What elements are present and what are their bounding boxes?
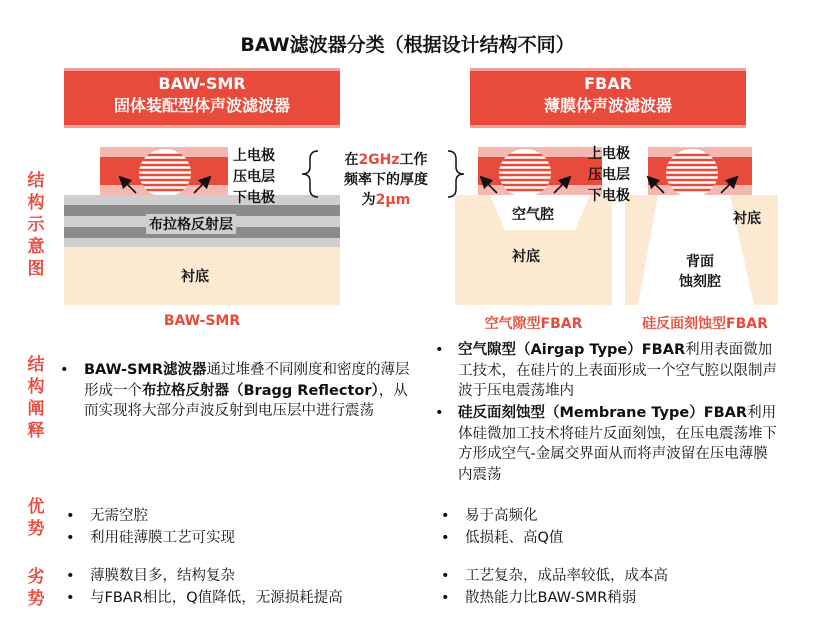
bullet-icon: • [66,568,75,584]
side-label-cons [25,566,47,610]
brace-left-icon [302,151,318,197]
fbar-label-mid: 压电层 [588,167,630,183]
side-char: 意 [27,237,45,257]
side-label-explain [25,354,47,442]
bullet-icon: • [435,405,444,421]
side-char: 构 [27,193,45,213]
membrane-caption: 硅反面刻蚀型FBAR [642,316,768,332]
thickness-frequency: 2GHz [358,152,400,168]
fbar-pro-item: 易于高频化 [465,508,538,524]
fbar-header-line1: FBAR [584,74,632,93]
fbar-con-item: 散热能力比BAW-SMR稍弱 [465,590,637,606]
bragg-label: 布拉格反射层 [146,214,236,234]
membrane-substrate-left [625,195,658,305]
thickness-text: 工作 [399,152,428,168]
side-char: 结 [27,355,45,375]
smr-explain-bold: 布拉格反射器（Bragg Reflector） [142,382,379,399]
bullet-icon: • [66,590,75,606]
airgap-caption: 空气隙型FBAR [484,316,583,332]
smr-con-item: 与FBAR相比，Q值降低，无源损耗提高 [90,590,343,606]
bullet-icon: • [441,590,450,606]
thickness-line3 [322,190,450,210]
smr-label-top: 上电极 [233,148,275,164]
thickness-line1 [322,150,450,170]
smr-label-mid: 压电层 [233,169,275,185]
smr-header-line1: BAW-SMR [158,74,246,93]
smr-pro-item: 无需空腔 [90,508,148,524]
side-char: 劣 [27,567,45,587]
side-char: 阐 [27,399,45,419]
thickness-text: 为 [361,192,376,208]
fbar-label-bot: 下电极 [588,188,630,204]
thickness-note [322,150,450,210]
fbar-explain-membrane [458,403,778,485]
smr-explain-span: ，从而实现将大部分声波反射到电压层中进行震荡 [84,382,408,419]
membrane-cavity-line1: 背面 [686,254,714,270]
thickness-value: 2μm [375,192,411,208]
bullet-icon: • [435,342,444,358]
thickness-text: 在 [344,152,359,168]
side-label-pros [25,496,47,540]
smr-con-item: 薄膜数目多，结构复杂 [90,568,235,584]
brace-right-icon [448,151,464,197]
side-char: 释 [27,421,45,441]
bullet-icon: • [441,508,450,524]
fbar-explain-bold: 空气隙型（Airgap Type）FBAR [458,342,686,358]
thickness-line2: 频率下的厚度 [344,172,428,188]
airgap-cavity-label: 空气腔 [512,207,554,223]
side-char: 构 [27,377,45,397]
side-char: 结 [27,171,45,191]
smr-substrate-label: 衬底 [181,269,209,285]
fbar-pro-item: 低损耗、高Q值 [465,530,564,546]
fbar-explain-airgap [458,340,778,402]
membrane-cavity-line2: 蚀刻腔 [679,274,721,290]
side-char: 势 [27,519,45,539]
membrane-substrate-label: 衬底 [733,211,761,227]
membrane-cavity-label [672,252,728,292]
bullet-icon: • [66,530,75,546]
smr-explain-text [84,360,414,422]
bullet-icon: • [66,508,75,524]
bullet-icon: • [441,530,450,546]
airgap-substrate-label: 衬底 [512,249,540,265]
fbar-label-top: 上电极 [588,146,630,162]
fbar-explain-bold: 硅反面刻蚀型（Membrane Type）FBAR [458,405,748,421]
smr-explain-span: 通过堆叠不同刚度和密度的薄层形成一个 [84,362,410,399]
smr-label-bot: 下电极 [233,190,275,206]
side-char: 优 [27,497,45,517]
bullet-icon: • [441,568,450,584]
side-char: 示 [27,215,45,235]
side-char: 势 [27,589,45,609]
smr-explain-bold: BAW-SMR滤波器 [84,362,207,378]
page-title: BAW滤波器分类（根据设计结构不同） [240,34,575,56]
smr-caption: BAW-SMR [163,313,241,329]
bullet-icon: • [60,362,69,378]
fbar-con-item: 工艺复杂，成品率较低，成本高 [465,568,668,584]
smr-pro-item: 利用硅薄膜工艺可实现 [90,530,235,546]
fbar-explain-span: 利用体硅微加工技术将硅片反面刻蚀，在压电震荡堆下方形成空气-金属交界面从而将声波留在压电薄膜内震荡 [458,405,777,483]
side-char: 图 [27,259,45,279]
smr-header-line2: 固体装配型体声波滤波器 [113,96,290,115]
fbar-header-line2: 薄膜体声波滤波器 [543,96,672,115]
bragg-layer-5 [64,238,340,247]
fbar-explain-span: 利用表面微加工技术，在硅片的上表面形成一个空气腔以限制声波于压电震荡堆内 [458,342,777,399]
bragg-layer-1 [64,195,340,205]
